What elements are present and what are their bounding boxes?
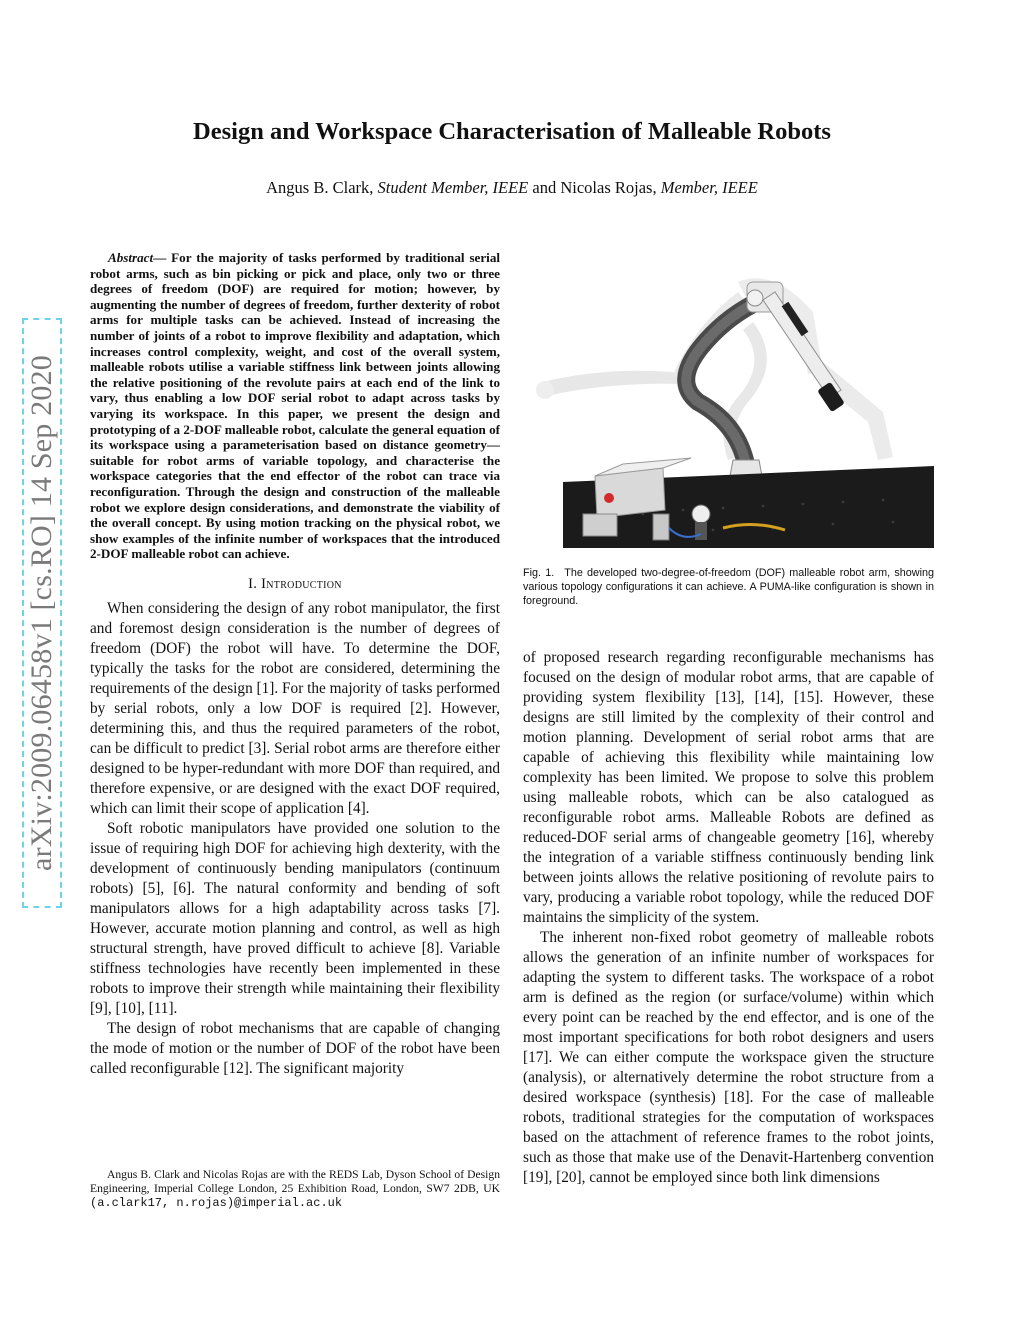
- right-paragraph-2: The inherent non-fixed robot geometry of malleable robots allows the generation of an infinite number of workspaces for adapting the system to different tasks. The workspace of a robot arm is defined as the region (or surface/volume) within which every point can be reached by the end effector, and is one of the most important specifications for both robot designers and users [17]. We can either compute the workspace given the structure (analysis), or alternatively determine the robot structure from a desired workspace (synthesis) [18]. For the case of malleable robots, traditional strategies for the computation of workspaces based on the attachment of reference frames to the robot joints, such as those that make use of the Denavit-Hartenberg convention [19], [20], cannot be employed since both link dimensions: [523, 929, 934, 1186]
- arxiv-stamp: [22, 318, 62, 908]
- paper-title: Design and Workspace Characterisation of Malleable Robots: [193, 118, 831, 145]
- left-paragraph-2: Soft robotic manipulators have provided one solution to the issue of requiring high DOF for achieving high dexterity, with the development of continuously bending manipulators (continuum robots) [5], [6]. The natural conformity and bending of soft manipulators allows for a high adaptability across tasks [7]. However, accurate motion planning and control, as well as high structural strength, have proved difficult to achieve [8]. Variable stiffness technologies have recently been implemented in these robots to improve their strength while maintaining their flexibility [9], [10], [11].: [90, 819, 500, 1017]
- arxiv-id: arXiv:2009.06458v1 [cs.RO] 14 Sep 2020: [25, 355, 58, 871]
- footnote-text: Angus B. Clark and Nicolas Rojas are with the REDS Lab, Dyson School of Design Engineering, Imperial College London, 25 Exhibition Road, London, SW7 2DB, UK: [90, 1168, 500, 1195]
- author-footnote: [90, 1168, 500, 1210]
- right-column: [523, 648, 934, 1188]
- control-box: [595, 468, 665, 518]
- author-connector: and Nicolas Rojas,: [528, 178, 661, 197]
- author-line: [0, 178, 1024, 198]
- author-1-role: Student Member, IEEE: [377, 178, 529, 197]
- left-column: [90, 250, 500, 1079]
- figure-caption-text: The developed two-degree-of-freedom (DOF) malleable robot arm, showing various topology configurations it can achieve. A PUMA-like configuration is shown in foreground.: [523, 567, 934, 607]
- figure-caption: [523, 566, 934, 608]
- author-2-role: Member, IEEE: [660, 178, 758, 197]
- robot-photo: [523, 252, 934, 548]
- figure-label: Fig. 1.: [523, 567, 555, 579]
- left-paragraph-3: The design of robot mechanisms that are capable of changing the mode of motion or the number of DOF of the robot have been called reconfigurable [12]. The significant majority: [90, 1019, 500, 1077]
- author-1: Angus B. Clark,: [266, 178, 378, 197]
- section-heading-introduction: [90, 576, 500, 593]
- abstract-label: Abstract: [108, 250, 154, 265]
- section-title: Introduction: [261, 575, 342, 592]
- left-paragraph-1: When considering the design of any robot manipulator, the first and foremost design consideration is the number of degrees of freedom (DOF) the robot will have. To determine the DOF, typically the tasks for the robot are considered, determining the requirements of the design [1]. For the majority of tasks performed by serial robots, only a low DOF is required [2]. However, determining this, and thus the required parameters of the robot, can be difficult to predict [3]. Serial robot arms are therefore either designed to be hyper-redundant with more DOF than required, and therefore expensive, or are designed with the exact DOF required, which can limit their scope of application [4].: [90, 599, 500, 817]
- abstract: [90, 250, 500, 562]
- right-paragraph-1: of proposed research regarding reconfigurable mechanisms has focused on the design of modular robot arms, that are capable of providing system flexibility [13], [14], [15]. However, these designs are still limited by the complexity of their control and motion planning. Development of serial robot arms that are capable of achieving this flexibility while maintaining low complexity has been limited. We propose to solve this problem using malleable robots, which can be also catalogued as reconfigurable robot arms. Malleable Robots are defined as reduced-DOF serial arms of changeable geometry [16], whereby the integration of a variable stiffness continuously bending link between joints allows the relative positioning of revolute pairs to vary, producing a variable robot topology, while the reduced DOF maintains the simplicity of the system.: [523, 649, 934, 926]
- section-number: I.: [248, 575, 262, 592]
- abstract-text: — For the majority of tasks performed by traditional serial robot arms, such as bin picking or pick and place, only two or three degrees of freedom (DOF) are required for motion; however, by augmenting the number of degrees of freedom, further dexterity of robot arms for multiple tasks can be achieved. Instead of increasing the number of joints of a robot to improve flexibility and adaptation, which increases control complexity, weight, and cost of the overall system, malleable robots utilise a variable stiffness link between joints allowing the relative positioning of the revolute pairs at each end of the link to vary, thus enabling a low DOF serial robot to adapt across tasks by varying its workspace. In this paper, we present the design and prototyping of a 2-DOF malleable robot, calculate the general equation of its workspace using a parameterisation based on distance geometry—suitable for robot arms of variable topology, and characterise the workspace categories that the end effector of the robot can trace via reconfiguration. Through the design and construction of the malleable robot we explore design considerations, and demonstrate the viability of the overall concept. By using motion tracking on the physical robot, we show examples of the infinite number of workspaces that the introduced 2-DOF malleable robot can achieve.: [90, 250, 500, 562]
- footnote-emails: (a.clark17, n.rojas)@imperial.ac.uk: [90, 1196, 343, 1210]
